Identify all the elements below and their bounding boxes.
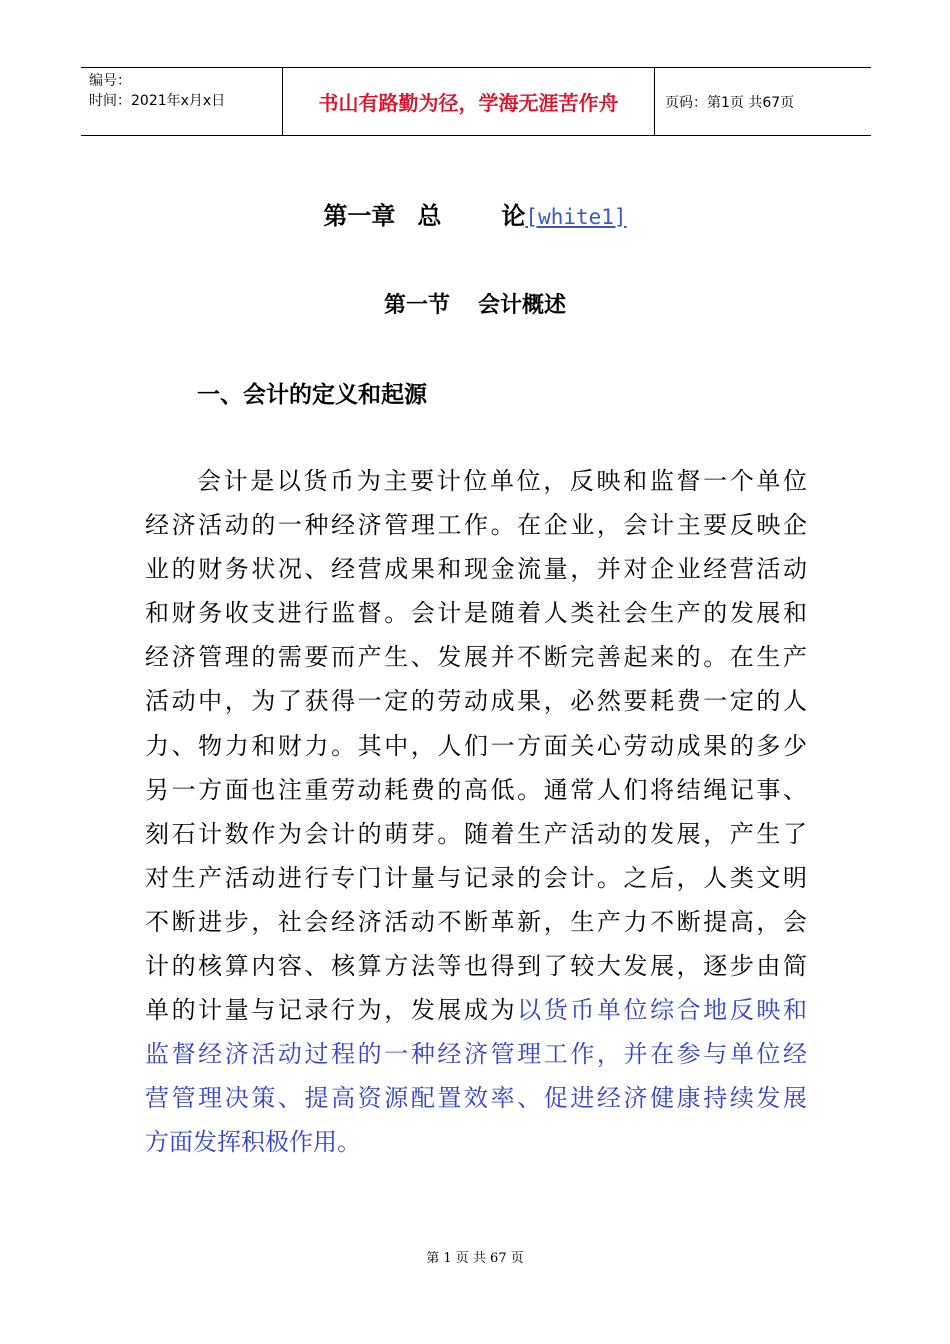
time-label: 时间：2021年x月x日: [89, 93, 226, 109]
section-title: [0, 288, 950, 319]
body-line: 和财务收支进行监督。会计是随着人类社会生产的发展和: [145, 599, 807, 628]
body-line-blue-part: 以货币单位综合地反映和: [517, 996, 808, 1025]
body-line: 会计是以货币为主要计位单位，反映和监督一个单位: [197, 467, 807, 495]
number-label: 编号：: [89, 73, 131, 89]
body-line: 业的财务状况、经营成果和现金流量，并对企业经营活动: [145, 555, 807, 584]
chapter-name-2: 论: [501, 202, 526, 230]
comment-marker[interactable]: [white1]: [525, 205, 627, 229]
section-number: 第一节: [383, 293, 450, 318]
body-line: 计的核算内容、核算方法等也得到了较大发展，逐步由简: [145, 952, 807, 981]
chapter-name-1: 总: [417, 202, 442, 230]
header-meta-cell: [81, 68, 283, 135]
body-line-highlighted: 监督经济活动过程的一种经济管理工作，并在参与单位经: [145, 1040, 807, 1069]
body-line-black-part: 单的计量与记录行为，发展成为: [145, 996, 518, 1025]
header-motto: 书山有路勤为径，学海无涯苦作舟: [283, 68, 655, 135]
chapter-title: [0, 196, 950, 231]
body-line: 刻石计数作为会计的萌芽。随着生产活动的发展，产生了: [145, 819, 807, 848]
header-page-label: 页码：第1页 共67页: [665, 94, 795, 111]
body-line-mixed: [145, 988, 807, 1032]
body-line: 另一方面也注重劳动耗费的高低。通常人们将结绳记事、: [145, 775, 807, 804]
chapter-number: 第一章: [323, 202, 396, 230]
page-footer: 第 1 页 共 67 页: [426, 1251, 524, 1266]
body-line: 经济管理的需要而产生、发展并不断完善起来的。在生产: [145, 643, 807, 672]
body-line: 经济活动的一种经济管理工作。在企业，会计主要反映企: [145, 511, 807, 540]
body-line: 力、物力和财力。其中，人们一方面关心劳动成果的多少: [145, 731, 807, 760]
body-line-highlighted: 方面发挥积极作用。: [145, 1128, 361, 1157]
body-line: 对生产活动进行专门计量与记录的会计。之后，人类文明: [145, 863, 807, 892]
section-name: 会计概述: [478, 293, 567, 318]
body-line: 活动中，为了获得一定的劳动成果，必然要耗费一定的人: [145, 687, 807, 716]
body-line-highlighted: 营管理决策、提高资源配置效率、促进经济健康持续发展: [145, 1084, 807, 1113]
body-line: 不断进步，社会经济活动不断革新，生产力不断提高，会: [145, 907, 807, 936]
heading-1: 一、会计的定义和起源: [197, 382, 427, 408]
body-paragraph: [145, 459, 807, 1165]
header-table: [81, 67, 871, 136]
